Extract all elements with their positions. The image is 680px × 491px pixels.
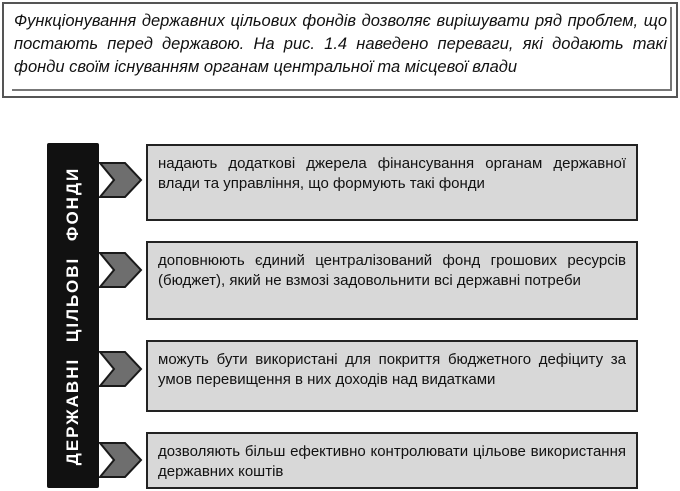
arrow-right-icon xyxy=(99,441,147,479)
intro-frame xyxy=(2,2,678,98)
benefit-box-2: доповнюють єдиний централізований фонд грошових ресурсів (бюджет), який не взмозі задовольнити всі державні потреби xyxy=(146,241,638,320)
central-vertical-bar xyxy=(47,143,99,488)
central-label: ДЕРЖАВНІ ЦІЛЬОВІ ФОНДИ xyxy=(63,166,82,465)
benefit-box-4: дозволяють більш ефективно контролювати цільове використання державних коштів xyxy=(146,432,638,489)
arrow-right-icon xyxy=(99,251,147,289)
arrow-right-icon xyxy=(99,161,147,199)
benefit-box-1: надають додаткові джерела фінансування органам державної влади та управління, що формують такі фонди xyxy=(146,144,638,221)
arrow-right-icon xyxy=(99,350,147,388)
benefit-box-3: можуть бути використані для покриття бюджетного дефіциту за умов перевищення в них доходів над видатками xyxy=(146,340,638,412)
intro-paragraph: Функціонування державних цільових фондів дозволяє вирішувати ряд проблем, що постають перед державою. На рис. 1.4 наведено переваги, які додають такі фонди своїм існуванням органам центральної та місцевої влади xyxy=(12,7,672,91)
